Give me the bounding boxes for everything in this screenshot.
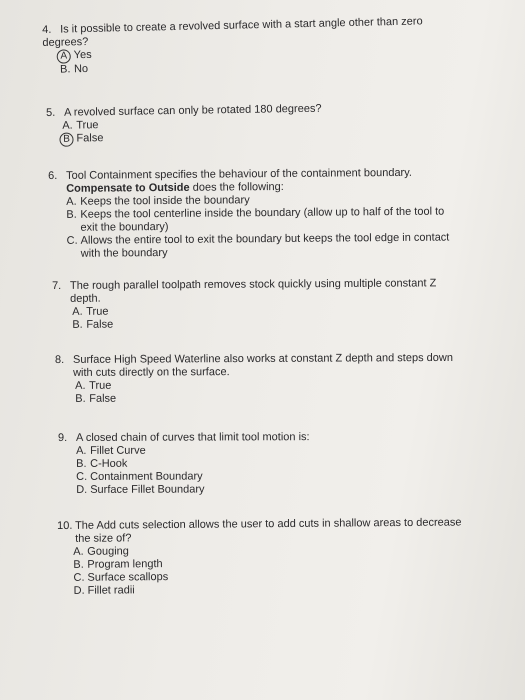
option-text: Gouging [87, 545, 129, 558]
option-letter: A. [66, 195, 77, 208]
option-text: False [76, 132, 104, 145]
option-text: True [86, 305, 109, 318]
option-text: Fillet Curve [90, 444, 146, 457]
option-letter: D. [73, 584, 85, 597]
selected-circle-icon: B [59, 133, 73, 147]
option-text: Program length [87, 558, 163, 571]
question-prompt: Surface High Speed Waterline also works at constant Z depth and steps down with cuts directly on the surface. [72, 351, 453, 379]
option-text: Surface Fillet Boundary [90, 483, 205, 496]
option-letter: B. [76, 457, 87, 470]
option-text: False [89, 392, 117, 405]
question-number: 7. [52, 279, 62, 292]
option-c [67, 231, 459, 260]
question-prompt: The rough parallel toolpath removes stock quickly using multiple constant Z depth. [69, 277, 437, 305]
question-number: 4. [42, 23, 52, 36]
option-letter: D. [76, 483, 88, 496]
option-b [75, 391, 455, 406]
question-prompt: Tool Containment specifies the behaviour of the containment boundary. [65, 166, 412, 182]
option-letter: A. [72, 305, 83, 318]
option-letter: C. [76, 470, 88, 483]
question-number: 5. [46, 106, 56, 119]
option-text: Yes [73, 48, 92, 62]
question-5 [46, 101, 447, 147]
option-b [72, 316, 447, 332]
question-7 [52, 277, 447, 332]
question-number: 8. [55, 353, 65, 366]
question-prompt: Is it possible to create a revolved surface with a start angle other than zero degrees? [42, 15, 423, 49]
option-text: Allows the entire tool to exit the boundary but keeps the tool edge in contact with the boundary [80, 231, 450, 260]
option-letter: B. [72, 318, 83, 331]
option-text: C-Hook [90, 457, 128, 470]
option-letter: A. [76, 444, 87, 457]
question-text [55, 352, 455, 380]
option-letter: A. [73, 545, 84, 558]
option-text: Keeps the tool centerline inside the boundary (allow up to half of the tool to exit the boundary) [80, 205, 445, 234]
question-text [57, 516, 462, 546]
option-letter: C. [73, 571, 85, 584]
option-text: True [76, 119, 99, 132]
option-b [66, 205, 458, 234]
question-8 [55, 352, 455, 406]
question-prompt: A revolved surface can only be rotated 180 degrees? [63, 102, 322, 119]
option-letter: A. [62, 119, 73, 132]
option-a [76, 444, 438, 458]
option-letter: B. [75, 392, 86, 405]
option-letter: B. [73, 558, 84, 571]
question-number: 10. [57, 519, 73, 532]
option-b [76, 457, 438, 471]
option-text: True [89, 379, 112, 392]
question-text [52, 277, 447, 306]
option-d [74, 581, 463, 597]
option-letter: B. [59, 63, 71, 76]
question-prompt: The Add cuts selection allows the user to add cuts in shallow areas to decrease the size of? [74, 516, 462, 545]
option-text: False [86, 318, 114, 331]
option-d [76, 483, 438, 497]
option-text: Fillet radii [87, 584, 135, 597]
option-letter: C. [66, 234, 78, 247]
question-text [58, 431, 438, 445]
option-c [76, 470, 438, 484]
selected-circle-icon: A [57, 49, 71, 63]
option-text: No [73, 62, 89, 76]
option-letter: A. [75, 379, 86, 392]
question-6 [48, 166, 459, 261]
question-4 [42, 14, 463, 77]
question-prompt-rest: does the following: [189, 180, 284, 194]
question-9 [58, 431, 438, 497]
option-text: Containment Boundary [90, 470, 203, 483]
bold-term: Compensate to Outside [66, 181, 190, 195]
question-number: 9. [58, 431, 68, 444]
option-text: Surface scallops [87, 571, 169, 584]
question-number: 6. [48, 169, 58, 182]
question-prompt: A closed chain of curves that limit tool motion is: [75, 431, 310, 444]
option-letter: B. [66, 208, 77, 221]
option-text: Keeps the tool inside the boundary [80, 194, 250, 208]
question-10 [57, 516, 463, 598]
